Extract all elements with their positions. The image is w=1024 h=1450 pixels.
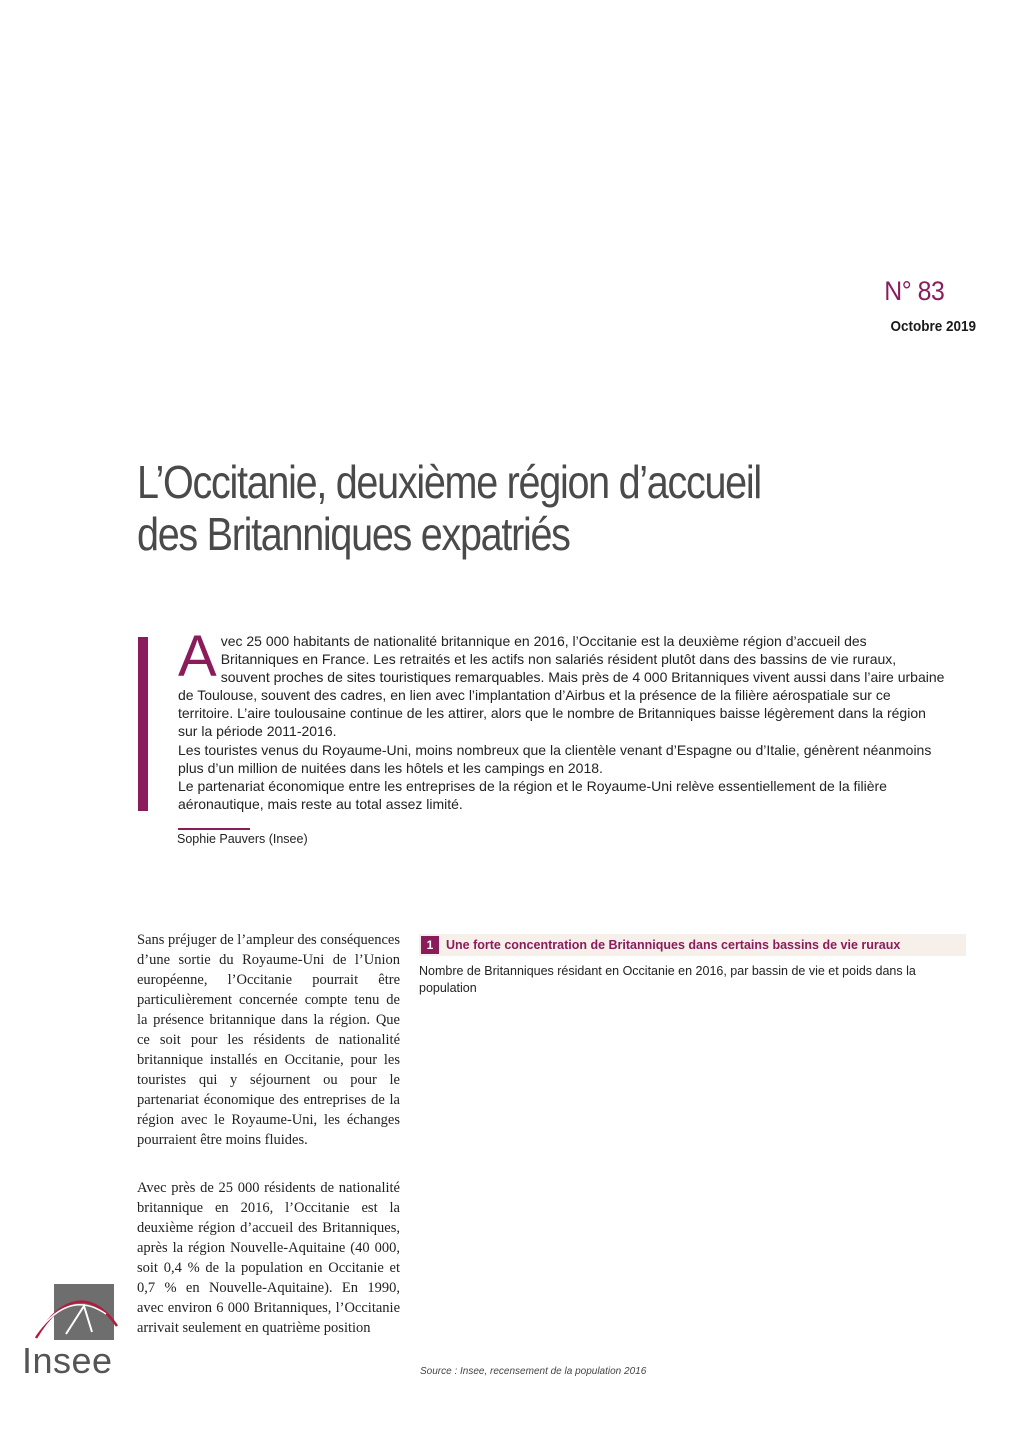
body-paragraph-2: Avec près de 25 000 résidents de nationalité britannique en 2016, l’Occitanie est la deuxième région d’accueil des Britanniques, après la région Nouvelle-Aquitaine (40 000, soit 0,4 % de la population en Occitanie et 0,7 % en Nouvelle-Aquitaine). En 1990, avec environ 6 000 Britanniques, l’Occitanie arrivait seulement en quatrième position: [137, 1180, 400, 1336]
abstract-dropcap: A: [178, 624, 217, 689]
figure-title: Une forte concentration de Britanniques dans certains bassins de vie ruraux: [446, 938, 901, 952]
author-credit: Sophie Pauvers (Insee): [177, 832, 308, 846]
abstract: [178, 624, 948, 813]
figure-source: Source : Insee, recensement de la population 2016: [420, 1366, 647, 1377]
abstract-paragraph-1-text: vec 25 000 habitants de nationalité britannique en 2016, l’Occitanie est la deuxième région d’accueil des Britanniques en France. Les retraités et les actifs non salariés résident plutôt dans des bassins de vie ruraux, souvent proches de sites touristiques remarquables. Mais près de 4 000 Britanniques vivent aussi dans l’aire urbaine de Toulouse, souvent des cadres, en lien avec l’implantation d’Airbus et la présence de la filière aérospatiale sur ce territoire. L’aire toulousaine continue de les attirer, alors que le nombre de Britanniques baisse légèrement dans la région sur la période 2011-2016.: [178, 633, 945, 740]
page-title-line-1: L’Occitanie, deuxième région d’accueil: [137, 456, 761, 508]
abstract-paragraph-3: Le partenariat économique entre les entreprises de la région et le Royaume-Uni relève essentiellement de la filière aéronautique, mais reste au total assez limité.: [178, 777, 887, 812]
figure-header: [419, 934, 966, 956]
figure-subtitle: Nombre de Britanniques résidant en Occitanie en 2016, par bassin de vie et poids dans la population: [419, 964, 916, 995]
page-title-line-2: des Britanniques expatriés: [137, 508, 570, 560]
author-divider: [178, 828, 250, 830]
abstract-paragraph-1: [178, 624, 948, 741]
page-title: [137, 456, 791, 560]
logo-wordmark: Insee: [22, 1340, 113, 1381]
issue-date: Octobre 2019: [890, 318, 976, 335]
abstract-accent-bar: [138, 637, 148, 811]
issue-number: N° 83: [883, 276, 944, 306]
body-column: [137, 930, 400, 1366]
body-paragraph-1: Sans préjuger de l’ampleur des conséquences d’une sortie du Royaume-Uni de l’Union européenne, l’Occitanie pourrait être particulièrement concernée compte tenu de la présence britannique dans la région. Que ce soit pour les résidents de nationalité britannique installés en Occitanie, pour les touristes qui y séjournent ou pour le partenariat économique des entreprises de la région avec le Royaume-Uni, les échanges pourraient être moins fluides.: [137, 932, 400, 1148]
abstract-paragraph-2: Les touristes venus du Royaume-Uni, moins nombreux que la clientèle venant d’Espagne ou d’Italie, génèrent néanmoins plus d’un million de nuitées dans les hôtels et les campings en 2018.: [178, 741, 932, 776]
figure-number-badge: 1: [421, 936, 439, 954]
